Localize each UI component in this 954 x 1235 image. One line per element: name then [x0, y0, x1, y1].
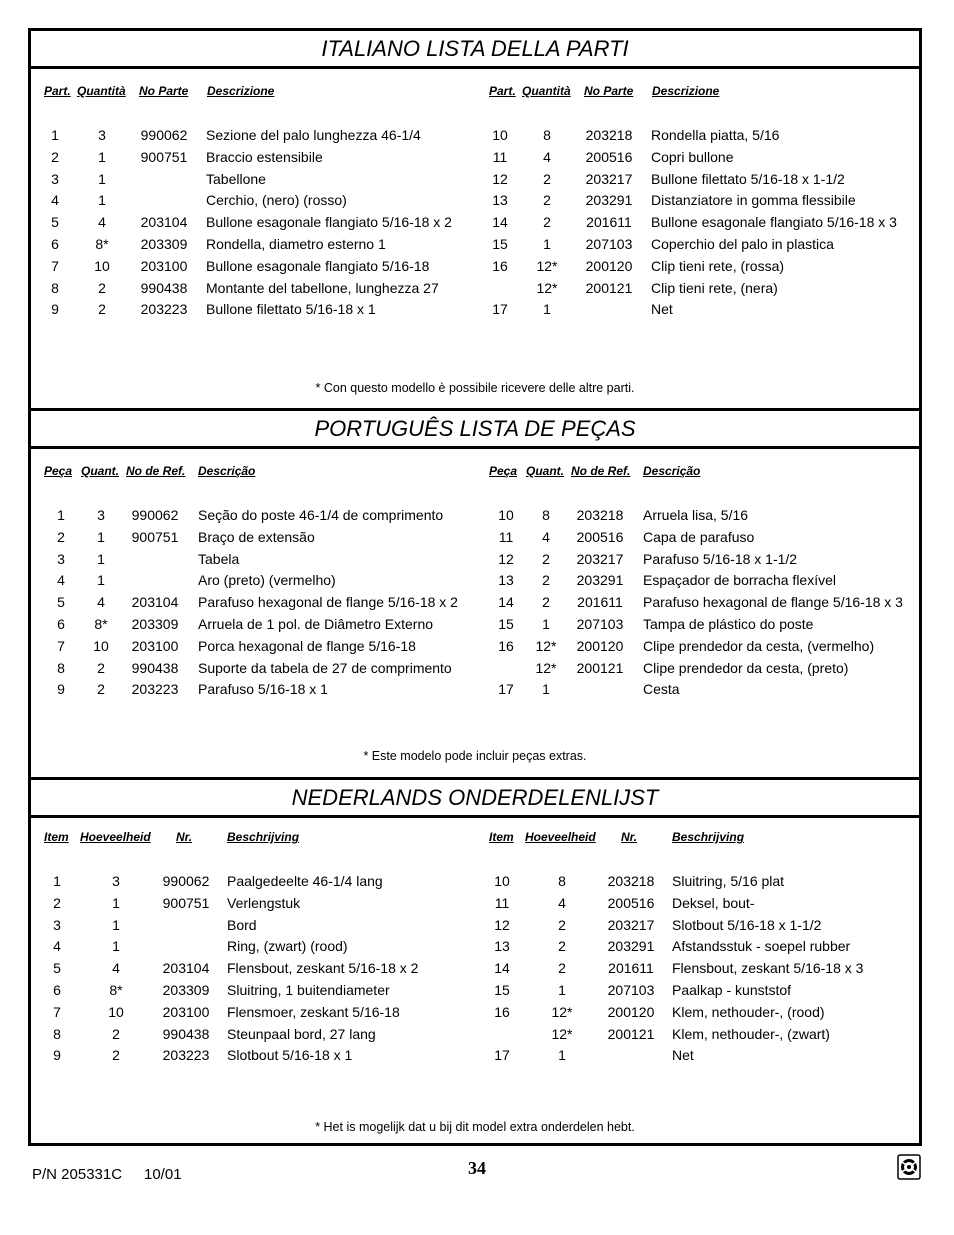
part-part-number: 990438 [131, 659, 179, 676]
part-item-number: 3 [53, 916, 61, 933]
part-description: Cesta [643, 681, 680, 698]
part-part-number: 900751 [131, 528, 179, 545]
part-item-number: 5 [57, 594, 65, 611]
part-part-number: 200120 [607, 1003, 655, 1020]
part-part-number [156, 914, 216, 936]
part-part-number: 203217 [607, 916, 655, 933]
section-note-dutch: * Het is mogelijk dat u bij dit model extra onderdelen hebt. [315, 1120, 635, 1134]
part-quantity: 1 [112, 894, 120, 911]
part-part-number: 200516 [585, 148, 633, 165]
part-description: Bullone esagonale flangiato 5/16-18 x 2 [206, 214, 452, 231]
part-quantity: 2 [97, 681, 105, 698]
part-description: Ring, (zwart) (rood) [227, 938, 348, 955]
column-header-quantity: Hoeveelheid [80, 830, 151, 844]
part-item-number: 3 [57, 550, 65, 567]
part-item-number: 6 [53, 982, 61, 998]
part-quantity: 1 [543, 301, 551, 318]
part-part-number: 203223 [162, 1047, 210, 1064]
part-description: Paalgedeelte 46-1/4 lang [227, 873, 383, 889]
part-description: Suporte da tabela de 27 de comprimento [198, 659, 452, 676]
part-description: Verlengstuk [227, 894, 301, 911]
part-part-number [134, 189, 194, 211]
part-description: Afstandsstuk - soepel rubber [672, 938, 851, 955]
part-quantity: 8 [558, 873, 566, 889]
part-quantity: 3 [97, 507, 105, 523]
section-title-portuguese: PORTUGUÊS LISTA DE PEÇAS [31, 411, 919, 449]
part-item-number: 17 [492, 301, 508, 318]
part-item-number: 11 [498, 528, 514, 545]
part-part-number: 900751 [140, 148, 188, 165]
section-title-dutch: NEDERLANDS ONDERDELENLIJST [31, 780, 919, 818]
part-description: Parafuso 5/16-18 x 1 [198, 681, 328, 698]
part-part-number: 203217 [585, 170, 633, 187]
part-item-number [486, 277, 514, 299]
part-part-number: 203218 [576, 507, 624, 523]
part-description: Arruela de 1 pol. de Diâmetro Externo [198, 616, 434, 632]
part-quantity: 1 [112, 938, 120, 955]
part-part-number: 990438 [140, 279, 188, 296]
part-quantity: 8* [94, 616, 108, 632]
part-quantity: 2 [542, 594, 550, 611]
part-part-number: 201611 [577, 594, 623, 611]
part-item-number: 16 [492, 257, 508, 274]
part-description: Parafuso hexagonal de flange 5/16-18 x 3 [643, 594, 903, 611]
part-part-number: 200120 [585, 257, 633, 274]
part-quantity: 2 [112, 1025, 120, 1042]
part-description: Porca hexagonal de flange 5/16-18 [198, 637, 416, 654]
part-quantity: 2 [543, 214, 551, 231]
part-item-number: 13 [492, 192, 508, 209]
part-item-number: 8 [51, 279, 59, 296]
part-item-number: 15 [492, 236, 508, 252]
part-part-number: 201611 [608, 960, 654, 977]
part-part-number: 990062 [162, 873, 210, 889]
column-header-quantity: Quantità [77, 84, 126, 98]
part-quantity: 8* [109, 982, 123, 998]
part-description: Steunpaal bord, 27 lang [227, 1025, 376, 1042]
part-description: Clip tieni rete, (rossa) [651, 257, 785, 274]
part-item-number: 9 [57, 681, 65, 698]
part-part-number: 207103 [585, 236, 633, 252]
part-part-number: 990438 [162, 1025, 210, 1042]
part-part-number: 900751 [162, 894, 210, 911]
part-description: Espaçador de borracha flexível [643, 572, 836, 589]
part-part-number: 203309 [140, 236, 188, 252]
part-item-number [492, 657, 520, 679]
part-description: Sezione del palo lunghezza 46-1/4 [206, 127, 421, 143]
part-description: Klem, nethouder-, (zwart) [672, 1025, 830, 1042]
column-header-item: Item [489, 830, 514, 844]
part-quantity: 12* [551, 1025, 573, 1042]
part-item-number: 14 [498, 594, 514, 611]
part-part-number: 203223 [131, 681, 179, 698]
part-quantity: 2 [558, 916, 566, 933]
part-quantity: 12* [536, 257, 558, 274]
part-quantity: 1 [558, 982, 566, 998]
revision-date: 10/01 [144, 1166, 182, 1183]
column-header-part-number: Nr. [176, 830, 193, 844]
column-header-description: Descrição [198, 464, 256, 478]
part-quantity: 10 [94, 257, 110, 274]
column-header-part-number: No de Ref. [126, 464, 186, 478]
part-quantity: 4 [543, 148, 551, 165]
part-part-number [579, 298, 639, 320]
part-item-number: 14 [492, 214, 508, 231]
part-item-number: 9 [53, 1047, 61, 1064]
column-header-part-number: No Parte [139, 84, 189, 98]
part-part-number: 200516 [576, 528, 624, 545]
part-item-number: 7 [51, 257, 59, 274]
part-quantity: 1 [97, 572, 105, 589]
part-description: Flensmoer, zeskant 5/16-18 [227, 1003, 400, 1020]
part-quantity: 10 [108, 1003, 124, 1020]
part-part-number: 203291 [607, 938, 655, 955]
part-part-number: 203218 [607, 873, 655, 889]
part-item-number: 6 [51, 236, 59, 252]
part-description: Distanziatore in gomma flessibile [651, 192, 856, 209]
part-item-number: 1 [53, 873, 61, 889]
part-quantity: 1 [97, 528, 105, 545]
part-quantity: 2 [543, 170, 551, 187]
part-description: Clipe prendedor da cesta, (vermelho) [643, 637, 875, 654]
part-description: Braço de extensão [198, 528, 315, 545]
part-item-number: 7 [57, 637, 65, 654]
part-quantity: 12* [535, 637, 557, 654]
part-item-number: 2 [51, 148, 59, 165]
part-part-number: 200120 [576, 637, 624, 654]
part-description: Net [651, 301, 673, 318]
part-description: Bullone esagonale flangiato 5/16-18 x 3 [651, 214, 897, 231]
column-header-part-number: No Parte [584, 84, 634, 98]
part-part-number: 203223 [140, 301, 188, 318]
part-part-number: 203100 [162, 1003, 210, 1020]
part-quantity: 2 [558, 938, 566, 955]
part-quantity: 12* [535, 659, 557, 676]
part-part-number [570, 678, 630, 700]
part-quantity: 1 [98, 170, 106, 187]
part-description: Bullone filettato 5/16-18 x 1-1/2 [651, 170, 845, 187]
part-part-number: 203218 [585, 127, 633, 143]
part-quantity: 2 [542, 572, 550, 589]
section-title-italian: ITALIANO LISTA DELLA PARTI [31, 31, 919, 69]
part-part-number: 203100 [131, 637, 179, 654]
column-header-item: Part. [44, 84, 71, 98]
part-quantity: 2 [558, 960, 566, 977]
part-part-number: 203309 [162, 982, 210, 998]
part-description: Copri bullone [651, 148, 734, 165]
part-item-number: 10 [492, 127, 508, 143]
part-quantity: 10 [93, 637, 109, 654]
section-note-portuguese: * Este modelo pode incluir peças extras. [363, 749, 587, 763]
part-item-number: 11 [492, 148, 508, 165]
part-item-number: 13 [498, 572, 514, 589]
part-description: Rondella piatta, 5/16 [651, 127, 780, 143]
column-header-part-number: No de Ref. [571, 464, 631, 478]
column-header-description: Beschrijving [672, 830, 745, 844]
part-part-number [125, 569, 185, 591]
column-header-quantity: Quant. [526, 464, 564, 478]
part-part-number: 200121 [576, 659, 624, 676]
part-item-number: 14 [494, 960, 510, 977]
part-description: Paalkap - kunststof [672, 982, 792, 998]
part-quantity: 1 [542, 616, 550, 632]
part-part-number: 203291 [585, 192, 633, 209]
column-header-item: Peça [44, 464, 73, 478]
part-item-number: 10 [494, 873, 510, 889]
part-item-number: 1 [51, 127, 59, 143]
part-quantity: 1 [97, 550, 105, 567]
part-quantity: 1 [543, 236, 551, 252]
part-part-number: 200121 [607, 1025, 655, 1042]
page-number: 34 [468, 1158, 486, 1178]
part-item-number: 5 [51, 214, 59, 231]
part-part-number: 990062 [140, 127, 188, 143]
part-item-number: 4 [53, 938, 61, 955]
part-part-number: 207103 [607, 982, 655, 998]
part-description: Flensbout, zeskant 5/16-18 x 2 [227, 960, 419, 977]
part-description: Tabela [198, 550, 240, 567]
part-number: P/N 205331C [32, 1166, 123, 1183]
part-description: Slotbout 5/16-18 x 1 [227, 1047, 353, 1064]
part-item-number: 16 [498, 637, 514, 654]
part-part-number [125, 548, 185, 570]
part-item-number: 12 [494, 916, 510, 933]
part-description: Cerchio, (nero) (rosso) [206, 192, 347, 209]
part-description: Aro (preto) (vermelho) [198, 572, 336, 589]
column-header-part-number: Nr. [621, 830, 638, 844]
part-item-number: 4 [51, 192, 59, 209]
part-description: Bullone filettato 5/16-18 x 1 [206, 301, 376, 318]
part-quantity: 2 [98, 279, 106, 296]
column-header-item: Part. [489, 84, 516, 98]
part-description: Bord [227, 916, 257, 933]
part-item-number [488, 1023, 516, 1045]
part-description: Clipe prendedor da cesta, (preto) [643, 659, 849, 676]
part-item-number: 12 [498, 550, 514, 567]
part-quantity: 12* [536, 279, 558, 296]
part-part-number: 200121 [585, 279, 633, 296]
section-note-italian: * Con questo modello è possibile ricevere delle altre parti. [315, 381, 635, 395]
part-item-number: 12 [492, 170, 508, 187]
part-part-number: 203100 [140, 257, 188, 274]
column-header-item: Item [44, 830, 69, 844]
part-part-number: 203104 [131, 594, 179, 611]
part-description: Arruela lisa, 5/16 [643, 507, 749, 523]
part-quantity: 2 [97, 659, 105, 676]
part-quantity: 1 [558, 1047, 566, 1064]
part-quantity: 4 [542, 528, 550, 545]
part-quantity: 4 [558, 894, 566, 911]
part-part-number: 203104 [140, 214, 188, 231]
part-item-number: 9 [51, 301, 59, 318]
part-description: Parafuso 5/16-18 x 1-1/2 [643, 550, 798, 567]
part-item-number: 4 [57, 572, 65, 589]
part-item-number: 6 [57, 616, 65, 632]
part-part-number [156, 935, 216, 957]
brand-logo-icon [897, 1154, 921, 1180]
part-description: Sluitring, 1 buitendiameter [227, 982, 390, 998]
part-description: Rondella, diametro esterno 1 [206, 236, 386, 252]
part-item-number: 15 [494, 982, 510, 998]
column-header-description: Descrizione [207, 84, 275, 98]
part-quantity: 3 [98, 127, 106, 143]
part-part-number: 201611 [586, 214, 632, 231]
part-description: Coperchio del palo in plastica [651, 236, 834, 252]
part-quantity: 1 [98, 192, 106, 209]
column-header-description: Beschrijving [227, 830, 300, 844]
part-quantity: 1 [98, 148, 106, 165]
part-item-number: 5 [53, 960, 61, 977]
part-part-number: 203104 [162, 960, 210, 977]
part-description: Net [672, 1047, 694, 1064]
part-quantity: 2 [542, 550, 550, 567]
part-description: Braccio estensibile [206, 148, 323, 165]
part-quantity: 2 [543, 192, 551, 209]
part-part-number: 203217 [576, 550, 624, 567]
part-item-number: 10 [498, 507, 514, 523]
part-quantity: 1 [542, 681, 550, 698]
part-description: Capa de parafuso [643, 528, 755, 545]
part-quantity: 2 [112, 1047, 120, 1064]
part-quantity: 4 [98, 214, 106, 231]
parts-list-frame [28, 28, 922, 1146]
column-header-quantity: Quantità [522, 84, 571, 98]
part-item-number: 1 [57, 507, 65, 523]
part-quantity: 8* [95, 236, 109, 252]
part-item-number: 3 [51, 170, 59, 187]
part-item-number: 16 [494, 1003, 510, 1020]
part-item-number: 13 [494, 938, 510, 955]
part-quantity: 3 [112, 873, 120, 889]
part-item-number: 17 [494, 1047, 510, 1064]
part-description: Tabellone [206, 170, 266, 187]
column-header-description: Descrizione [652, 84, 720, 98]
part-part-number [134, 168, 194, 190]
part-description: Slotbout 5/16-18 x 1-1/2 [672, 916, 822, 933]
part-part-number: 207103 [576, 616, 624, 632]
part-item-number: 8 [53, 1025, 61, 1042]
part-quantity: 2 [98, 301, 106, 318]
part-item-number: 15 [498, 616, 514, 632]
part-description: Parafuso hexagonal de flange 5/16-18 x 2 [198, 594, 458, 611]
part-part-number: 203291 [576, 572, 624, 589]
part-quantity: 1 [112, 916, 120, 933]
part-item-number: 11 [494, 894, 510, 911]
part-quantity: 8 [543, 127, 551, 143]
part-description: Montante del tabellone, lunghezza 27 [206, 279, 439, 296]
part-part-number: 203309 [131, 616, 179, 632]
part-description: Seção do poste 46-1/4 de comprimento [198, 507, 444, 523]
part-description: Sluitring, 5/16 plat [672, 873, 785, 889]
part-quantity: 4 [97, 594, 105, 611]
part-description: Clip tieni rete, (nera) [651, 279, 778, 296]
part-description: Klem, nethouder-, (rood) [672, 1003, 825, 1020]
part-description: Bullone esagonale flangiato 5/16-18 [206, 257, 430, 274]
part-item-number: 7 [53, 1003, 61, 1020]
part-item-number: 8 [57, 659, 65, 676]
part-part-number [601, 1044, 661, 1066]
part-quantity: 8 [542, 507, 550, 523]
column-header-quantity: Hoeveelheid [525, 830, 596, 844]
part-part-number: 200516 [607, 894, 655, 911]
part-part-number: 990062 [131, 507, 179, 523]
column-header-quantity: Quant. [81, 464, 119, 478]
column-header-description: Descrição [643, 464, 701, 478]
part-description: Deksel, bout- [672, 894, 755, 911]
part-item-number: 2 [57, 528, 65, 545]
part-quantity: 12* [551, 1003, 573, 1020]
part-description: Flensbout, zeskant 5/16-18 x 3 [672, 960, 864, 977]
part-quantity: 4 [112, 960, 120, 977]
column-header-item: Peça [489, 464, 518, 478]
part-description: Tampa de plástico do poste [643, 616, 814, 632]
part-item-number: 17 [498, 681, 514, 698]
part-item-number: 2 [53, 894, 61, 911]
